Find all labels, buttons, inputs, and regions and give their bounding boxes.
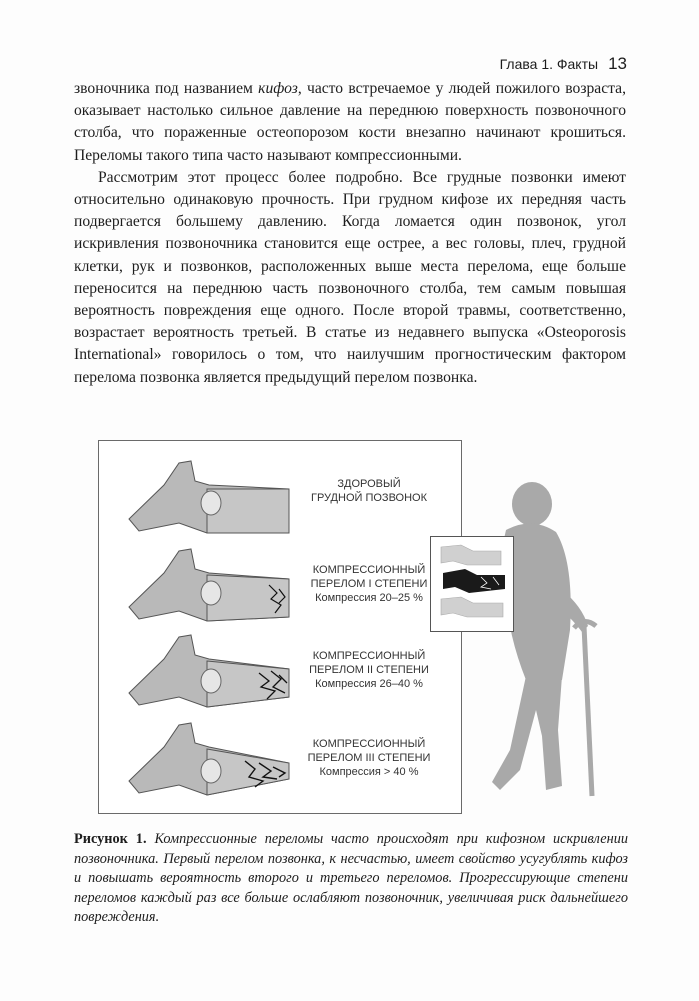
vertebra-healthy-label: ЗДОРОВЫЙ ГРУДНОЙ ПОЗВОНОК	[311, 478, 427, 504]
paragraph-2: Рассмотрим этот процесс более подробно. Все грудные позвонки имеют относительно одинаковую прочность. При грудном кифозе их передняя часть подвергается большему давлению. Когда ломается один позвонок, угол искривления позвоночника становится еще острее, а вес головы, плеч, грудной клетки, рук и позвонков, расположенных выше места перелома, еще больше переносится на переднюю часть позвоночного столба, тем самым повышая вероятность повреждения еще одного. После второй травмы, соответственно, возрастает вероятность третьей. В статье из недавнего выпуска «Osteoporosis International» говорилось о том, что наилучшим прогностическим фактором перелома позвонка является предыдущий перелом позвонка.	[74, 168, 626, 386]
page-number: 13	[608, 54, 627, 73]
paragraph-1: звоночника под названием кифоз, часто встречаемое у людей пожилого возраста, оказывает настолько сильное давление на переднюю поверхность позвоночного столба, что пораженные остеопорозом кости внезапно начинают крошиться. Переломы такого типа часто называют компрессионными.	[74, 80, 626, 164]
vertebra-grade-2-label: КОМПРЕССИОННЫЙ ПЕРЕЛОМ II СТЕПЕНИ Компрессия 26–40 %	[309, 650, 429, 690]
vertebra-grade-1	[109, 543, 301, 625]
body-text	[74, 78, 626, 389]
elderly-person-silhouette	[466, 480, 616, 800]
vertebrae-figure	[98, 440, 462, 814]
figure-caption-text: Компрессионные переломы часто происходят при кифозном искривлении позвоночника. Первый перелом позвонка, к несчастью, имеет свойство усугублять кифоз и повышать вероятность второго и третьего переломов. Прогрессирующие степени переломов каждый раз все больше ослабляют позвоночник, увеличивая риск дальнейшего повреждения.	[74, 831, 629, 925]
vertebra-grade-3	[109, 717, 301, 799]
term-kyphosis: кифоз	[258, 80, 298, 97]
chapter-title: Глава 1. Факты	[499, 56, 599, 72]
vertebra-healthy	[109, 455, 301, 537]
running-header	[500, 54, 627, 74]
spine-detail-inset	[430, 536, 514, 632]
vertebra-grade-3-label: КОМПРЕССИОННЫЙ ПЕРЕЛОМ III СТЕПЕНИ Компрессия > 40 %	[307, 738, 431, 778]
vertebra-grade-1-label: КОМПРЕССИОННЫЙ ПЕРЕЛОМ I СТЕПЕНИ Компрессия 20–25 %	[310, 564, 428, 604]
figure-caption	[74, 830, 628, 928]
vertebra-grade-2	[109, 629, 301, 711]
figure-caption-label: Рисунок 1.	[74, 831, 147, 847]
